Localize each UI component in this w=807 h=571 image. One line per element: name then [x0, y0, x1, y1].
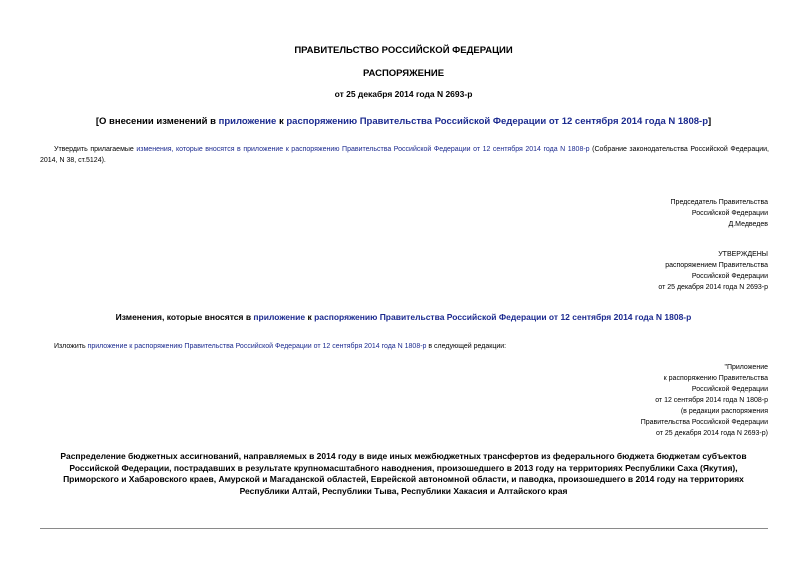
appendix-line: (в редакции распоряжения	[680, 408, 768, 415]
changes-title	[0, 312, 807, 322]
appendix-link[interactable]: приложение	[218, 116, 277, 127]
appendix-link[interactable]: приложение	[253, 312, 306, 322]
government-heading: ПРАВИТЕЛЬСТВО РОССИЙСКОЙ ФЕДЕРАЦИИ	[294, 45, 513, 56]
amend-paragraph	[54, 341, 506, 352]
paragraph-tail: в следующей редакции:	[426, 343, 507, 350]
paragraph-lead: Изложить	[54, 343, 88, 350]
document-date: от 25 декабря 2014 года N 2693-р	[334, 89, 473, 99]
changes-title-lead: Изменения, которые вносятся в	[115, 312, 254, 322]
appendix-order-link[interactable]: приложение к распоряжению Правительства Российской Федерации от 12 сентября 2014 года N 1808-р	[87, 343, 427, 350]
changes-title-mid: к	[305, 312, 315, 322]
title-close: ]	[708, 116, 712, 127]
document-title	[0, 116, 807, 127]
distribution-title	[40, 451, 767, 497]
approved-heading: УТВЕРЖДЕНЫ	[718, 251, 768, 258]
distribution-title-line: Приморского и Хабаровского краев, Амурской и Магаданской областей, Еврейской автономной области, и паводка, произошедшего в 2014 году на территориях	[63, 474, 744, 484]
changes-link[interactable]: изменения, которые вносятся в приложение к распоряжению Правительства Российской Федерации от 12 сентября 2014 года N 1808-р	[136, 146, 590, 153]
distribution-title-line: Республики Алтай, Республики Тыва, Республики Хакасия и Алтайского края	[239, 485, 568, 496]
divider	[40, 528, 768, 529]
appendix-line: к распоряжению Правительства	[663, 375, 768, 382]
appendix-block	[641, 362, 768, 439]
appendix-line: "Приложение	[724, 364, 768, 371]
approved-line: распоряжением Правительства	[665, 262, 768, 269]
approved-block	[658, 249, 768, 293]
appendix-line: от 25 декабря 2014 года N 2693-р)	[656, 430, 768, 437]
signature-block	[671, 197, 768, 230]
signature-name: Д.Медведев	[728, 221, 768, 228]
approved-line: Российской Федерации	[691, 273, 768, 280]
order-1808-link[interactable]: распоряжению Правительства Российской Федерации от 12 сентября 2014 года N 1808-р	[314, 312, 692, 322]
signature-position: Председатель Правительства	[670, 199, 768, 206]
appendix-line: от 12 сентября 2014 года N 1808-р	[655, 397, 768, 404]
title-open: [О внесении изменений в	[95, 116, 219, 127]
approve-paragraph	[40, 144, 769, 166]
distribution-title-line: Российской Федерации, пострадавших в результате крупномасштабного наводнения, произошедшего в 2013 году на территориях Республики Саха (Якутия),	[69, 462, 738, 473]
title-mid: к	[276, 116, 287, 127]
paragraph-tail: (Собрание законодательства Российской Федерации, 2014, N 38, ст.5124).	[40, 146, 769, 164]
document-type-heading: РАСПОРЯЖЕНИЕ	[362, 68, 445, 79]
order-1808-link[interactable]: распоряжению Правительства Российской Федерации от 12 сентября 2014 года N 1808-р	[286, 116, 708, 127]
approved-date: от 25 декабря 2014 года N 2693-р	[658, 284, 768, 291]
appendix-line: Российской Федерации	[691, 386, 768, 393]
appendix-line: Правительства Российской Федерации	[640, 419, 768, 426]
paragraph-lead: Утвердить прилагаемые	[54, 146, 137, 153]
distribution-title-line: Распределение бюджетных ассигнований, направляемых в 2014 году в виде иных межбюджетных трансфертов из федерального бюджета бюджетам субъектов	[60, 451, 747, 461]
signature-country: Российской Федерации	[691, 210, 768, 217]
